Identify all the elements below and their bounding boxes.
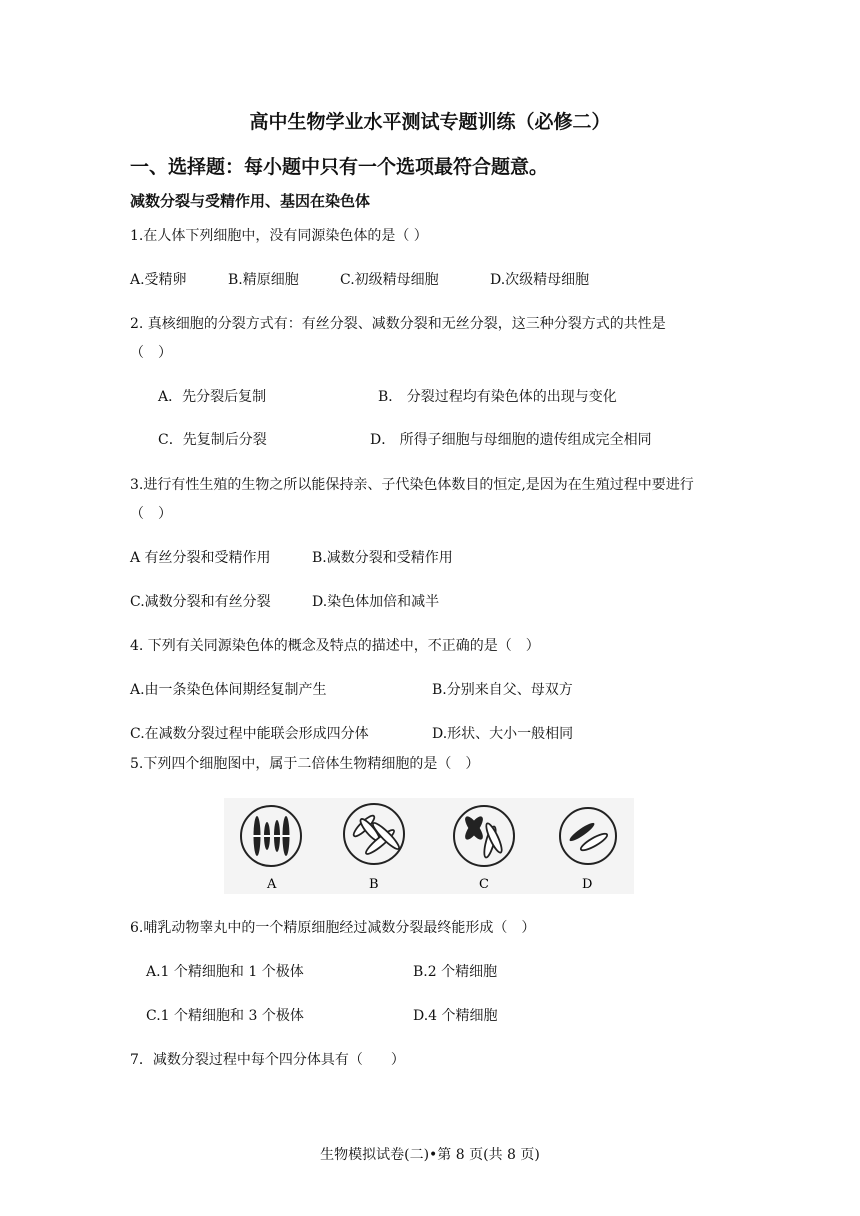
cell-a (241, 806, 301, 866)
q3-option-c: C.减数分裂和有丝分裂 (130, 594, 271, 610)
question-3-stem: 3.进行有性生殖的生物之所以能保持亲、子代染色体数目的恒定,是因为在生殖过程中要进行 (130, 477, 694, 493)
q6-option-a: A.1 个精细胞和 1 个极体 (146, 964, 304, 980)
q2-option-a: A．先分裂后复制 (158, 389, 267, 405)
cell-diagram-figure (224, 798, 634, 894)
cell-d (560, 808, 616, 864)
question-3-stem-cont: （ ） (130, 506, 172, 522)
q4-option-c: C.在减数分裂过程中能联会形成四分体 (130, 726, 369, 742)
q4-option-d: D.形状、大小一般相同 (432, 726, 574, 742)
figure-label-b: B (369, 877, 379, 892)
section-heading: 一、选择题：每小题中只有一个选项最符合题意。 (130, 156, 549, 178)
q2-option-c: C．先复制后分裂 (158, 432, 267, 448)
question-2-stem-cont: （ ） (130, 345, 172, 361)
page-footer: 生物模拟试卷(二)•第 8 页(共 8 页) (320, 1147, 540, 1163)
question-1-stem: 1.在人体下列细胞中，没有同源染色体的是（ ） (130, 228, 428, 244)
q2-option-b: B． 分裂过程均有染色体的出现与变化 (378, 389, 617, 405)
figure-label-d: D (582, 877, 593, 892)
question-7-stem: 7．减数分裂过程中每个四分体具有（ ） (130, 1052, 405, 1068)
page-title: 高中生物学业水平测试专题训练（必修二） (249, 111, 611, 133)
q1-option-b: B.精原细胞 (228, 272, 299, 288)
q3-option-d: D.染色体加倍和减半 (312, 594, 440, 610)
figure-label-c: C (479, 877, 489, 892)
question-6-stem: 6.哺乳动物睾丸中的一个精原细胞经过减数分裂最终能形成（ ） (130, 920, 536, 936)
q1-option-d: D.次级精母细胞 (490, 272, 590, 288)
q6-option-b: B.2 个精细胞 (413, 964, 498, 980)
q1-option-c: C.初级精母细胞 (340, 272, 439, 288)
cell-b (344, 804, 404, 864)
q4-option-b: B.分别来自父、母双方 (432, 682, 573, 698)
cell-c (454, 806, 514, 866)
q1-option-a: A.受精卵 (130, 272, 187, 288)
figure-label-a: A (267, 877, 277, 892)
q4-option-a: A.由一条染色体间期经复制产生 (130, 682, 327, 698)
question-2-stem: 2. 真核细胞的分裂方式有：有丝分裂、减数分裂和无丝分裂，这三种分裂方式的共性是 (130, 316, 666, 332)
question-4-stem: 4. 下列有关同源染色体的概念及特点的描述中，不正确的是（ ） (130, 638, 540, 654)
q6-option-d: D.4 个精细胞 (413, 1008, 498, 1024)
q3-option-a: A 有丝分裂和受精作用 (130, 550, 271, 566)
q3-option-b: B.减数分裂和受精作用 (312, 550, 453, 566)
question-5-stem: 5.下列四个细胞图中，属于二倍体生物精细胞的是（ ） (130, 756, 480, 772)
q2-option-d: D． 所得子细胞与母细胞的遗传组成完全相同 (370, 432, 652, 448)
q6-option-c: C.1 个精细胞和 3 个极体 (146, 1008, 304, 1024)
subsection-heading: 减数分裂与受精作用、基因在染色体 (130, 192, 371, 210)
